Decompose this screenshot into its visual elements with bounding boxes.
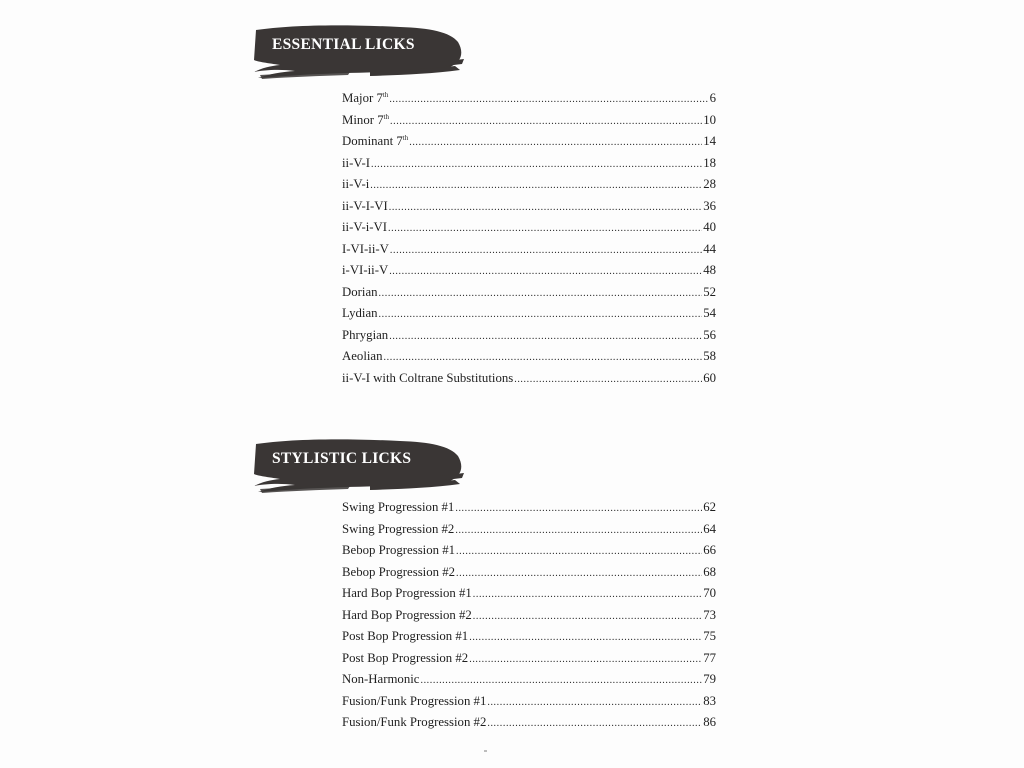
toc-entry[interactable] [342,669,716,691]
toc-entry-page: 70 [703,586,716,600]
toc-entry-page: 52 [703,284,716,299]
toc-entry-page: 68 [703,564,716,579]
toc-entry-superscript: th [383,112,390,121]
toc-entry-title: Non-Harmonic [342,672,420,686]
dot-leader [455,520,702,542]
toc-entry[interactable] [342,131,716,153]
dot-leader [514,369,702,391]
dot-leader [389,197,702,219]
dot-leader [371,154,702,176]
toc-entry-title: Swing Progression #1 [342,500,455,514]
section-banner [250,436,466,496]
toc-entry-page: 58 [703,349,716,363]
toc-entry-page: 54 [703,306,716,320]
toc-entry-page: 77 [703,650,716,665]
toc-entry[interactable] [342,260,716,282]
section-title: ESSENTIAL LICKS [272,36,415,53]
toc-entry-page: 73 [703,607,716,622]
dot-leader [389,326,702,348]
dot-leader [456,541,702,563]
toc-entry-page: 10 [703,112,716,127]
toc-entry-title: ii-V-i-VI [342,220,388,234]
toc-entry-title: Dorian [342,284,378,299]
toc-entry-title: ii-V-I [342,155,370,170]
toc-entry-title: Hard Bop Progression #2 [342,607,472,622]
toc-entry[interactable] [342,325,716,347]
toc-entry-title: Swing Progression #2 [342,521,455,536]
dot-leader [456,563,702,585]
toc-entry[interactable] [342,583,716,605]
toc-entry[interactable] [342,282,716,304]
toc-entry[interactable] [342,239,716,261]
toc-entry-title: ii-V-i [342,177,370,191]
toc-entry[interactable] [342,88,716,110]
section-banner [250,22,466,82]
toc-entry[interactable] [342,217,716,239]
toc-entry[interactable] [342,196,716,218]
toc-entry[interactable] [342,153,716,175]
toc-entry-page: 6 [709,91,716,105]
dot-leader [370,175,702,197]
toc-entry-page: 60 [703,370,716,385]
dot-leader [389,261,702,283]
dot-leader [469,649,702,671]
toc-entry-page: 75 [703,629,716,643]
toc-entry-title: Dominant 7 [342,134,403,148]
dot-leader [384,347,703,369]
toc-entry[interactable] [342,712,716,734]
toc-entry[interactable] [342,626,716,648]
toc-entry-page: 48 [703,263,716,277]
dot-leader [473,606,702,628]
toc-list [342,497,716,734]
page-mark [484,750,487,752]
toc-entry-title: Post Bop Progression #2 [342,650,469,665]
toc-entry-title: Lydian [342,306,378,320]
toc-entry[interactable] [342,174,716,196]
toc-entry-page: 56 [703,327,716,342]
dot-leader [455,498,702,520]
dot-leader [379,304,703,326]
toc-entry[interactable] [342,303,716,325]
toc-entry-title: Fusion/Funk Progression #2 [342,715,487,729]
toc-entry[interactable] [342,605,716,627]
toc-entry[interactable] [342,346,716,368]
toc-entry-page: 86 [703,715,716,729]
toc-entry[interactable] [342,519,716,541]
toc-entry[interactable] [342,497,716,519]
toc-entry-title: Phrygian [342,327,389,342]
toc-entry-page: 62 [703,500,716,514]
toc-entry-page: 83 [703,693,716,708]
section-title: STYLISTIC LICKS [272,450,412,467]
dot-leader [390,111,702,133]
toc-entry[interactable] [342,691,716,713]
toc-entry[interactable] [342,562,716,584]
toc-entry-superscript: th [402,134,409,142]
dot-leader [469,627,702,649]
dot-leader [388,218,702,240]
toc-entry-title: Aeolian [342,349,383,363]
dot-leader [420,670,702,692]
toc-entry-title: ii-V-I with Coltrane Substitutions [342,370,514,385]
dot-leader [473,584,702,606]
toc-entry-title: ii-V-I-VI [342,198,388,213]
toc-entry-page: 64 [703,521,716,536]
toc-entry-page: 40 [703,220,716,234]
toc-entry[interactable] [342,540,716,562]
toc-entry-page: 79 [703,672,716,686]
toc-entry-page: 36 [703,198,716,213]
toc-entry-page: 28 [703,177,716,191]
toc-entry-page: 14 [703,134,716,148]
dot-leader [409,132,702,154]
toc-entry[interactable] [342,110,716,132]
toc-entry-title: I-VI-ii-V [342,241,389,256]
toc-entry[interactable] [342,648,716,670]
dot-leader [487,692,702,714]
dot-leader [390,240,702,262]
toc-entry-page: 66 [703,543,716,557]
dot-leader [389,89,708,111]
dot-leader [487,713,702,735]
toc-entry-page: 18 [703,155,716,170]
toc-entry-title: Minor 7 [342,112,384,127]
toc-entry-title: Bebop Progression #1 [342,543,456,557]
toc-entry-page: 44 [703,241,716,256]
toc-entry-title: Bebop Progression #2 [342,564,456,579]
toc-entry[interactable] [342,368,716,390]
toc-entry-title: i-VI-ii-V [342,263,389,277]
toc-entry-title: Hard Bop Progression #1 [342,586,472,600]
toc-entry-title: Fusion/Funk Progression #1 [342,693,487,708]
toc-entry-title: Major 7 [342,91,383,105]
dot-leader [379,283,703,305]
toc-entry-superscript: th [382,91,389,99]
toc-list [342,88,716,389]
toc-entry-title: Post Bop Progression #1 [342,629,469,643]
